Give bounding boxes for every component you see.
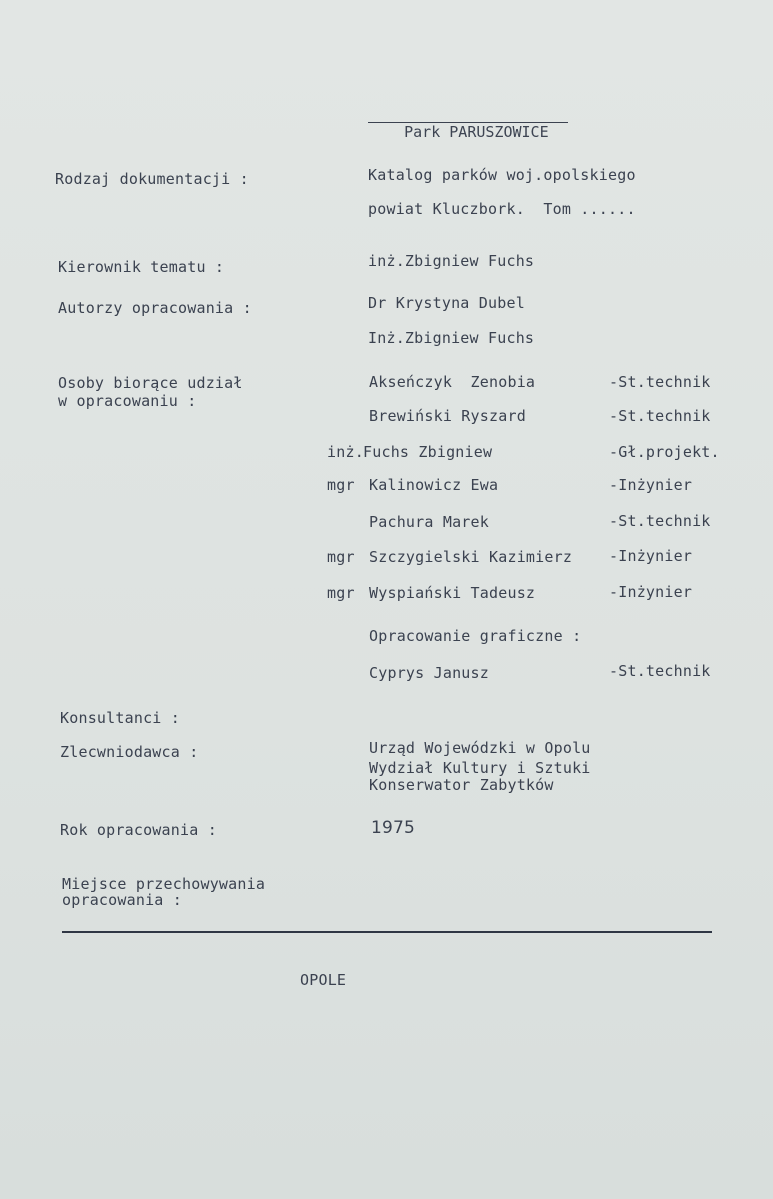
participant-prefix: inż. bbox=[327, 443, 364, 461]
documentation-type-label: Rodzaj dokumentacji : bbox=[55, 170, 249, 188]
documentation-type-value-line1: Katalog parków woj.opolskiego bbox=[368, 166, 636, 184]
document-title: Park PARUSZOWICE bbox=[368, 105, 568, 125]
participant-name: Szczygielski Kazimierz bbox=[369, 548, 573, 566]
participants-label-line2: w opracowaniu : bbox=[58, 392, 197, 410]
participant-name: Pachura Marek bbox=[369, 513, 489, 531]
horizontal-rule bbox=[62, 931, 712, 933]
graphics-role: -St.technik bbox=[609, 662, 711, 680]
authors-label: Autorzy opracowania : bbox=[58, 299, 252, 317]
participant-role: -Inżynier bbox=[609, 583, 693, 601]
year-label: Rok opracowania : bbox=[60, 821, 217, 839]
client-line3: Konserwator Zabytków bbox=[369, 776, 554, 794]
participant-prefix: mgr bbox=[327, 476, 355, 494]
participant-role: -Inżynier bbox=[609, 547, 693, 565]
title-underline bbox=[368, 122, 568, 123]
storage-label-line1: Miejsce przechowywania bbox=[62, 875, 266, 893]
year-value: 1975 bbox=[371, 818, 416, 838]
topic-manager-value: inż.Zbigniew Fuchs bbox=[368, 252, 535, 270]
consultants-label: Konsultanci : bbox=[60, 709, 180, 727]
topic-manager-label: Kierownik tematu : bbox=[58, 258, 225, 276]
documentation-type-value-line2: powiat Kluczbork. Tom ...... bbox=[368, 200, 636, 218]
participant-name: Fuchs Zbigniew bbox=[363, 443, 493, 461]
storage-label-line2: opracowania : bbox=[62, 891, 182, 909]
participant-name: Akseńczyk Zenobia bbox=[369, 373, 536, 391]
participant-name: Kalinowicz Ewa bbox=[369, 476, 499, 494]
participant-prefix: mgr bbox=[327, 584, 355, 602]
footer-city: OPOLE bbox=[300, 971, 347, 989]
author-1: Dr Krystyna Dubel bbox=[368, 294, 525, 312]
graphics-name: Cyprys Janusz bbox=[369, 664, 489, 682]
client-line2: Wydział Kultury i Sztuki bbox=[369, 759, 591, 777]
author-2: Inż.Zbigniew Fuchs bbox=[368, 329, 535, 347]
participant-role: -St.technik bbox=[609, 512, 711, 530]
client-line1: Urząd Wojewódzki w Opolu bbox=[369, 739, 591, 757]
participant-name: Wyspiański Tadeusz bbox=[369, 584, 536, 602]
participant-prefix: mgr bbox=[327, 548, 355, 566]
participant-role: -Gł.projekt. bbox=[609, 443, 720, 461]
participants-label-line1: Osoby biorące udział bbox=[58, 374, 243, 392]
participant-role: -Inżynier bbox=[609, 476, 693, 494]
participant-role: -St.technik bbox=[609, 407, 711, 425]
graphics-label: Opracowanie graficzne : bbox=[369, 627, 582, 645]
participant-name: Brewiński Ryszard bbox=[369, 407, 526, 425]
participant-role: -St.technik bbox=[609, 373, 711, 391]
client-label: Zlecwniodawca : bbox=[60, 743, 199, 761]
